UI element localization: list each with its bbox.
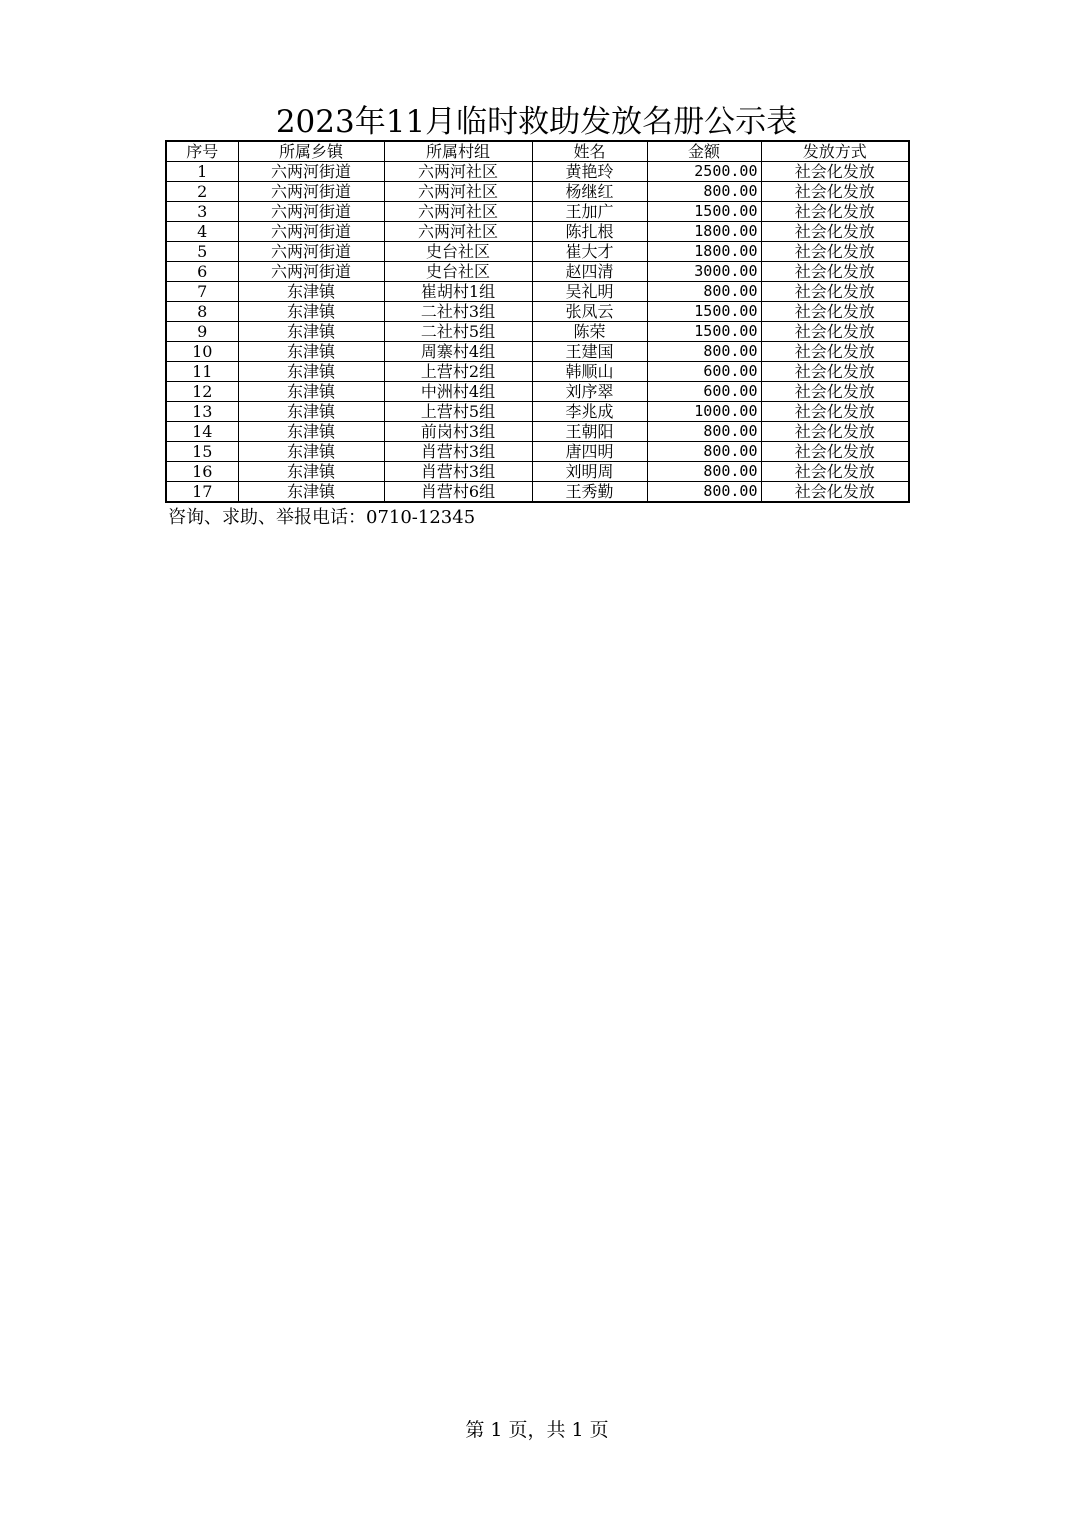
cell-name: 王建国 xyxy=(532,342,647,362)
cell-index: 13 xyxy=(166,402,238,422)
cell-amount: 800.00 xyxy=(647,442,761,462)
cell-payment-method: 社会化发放 xyxy=(761,282,909,302)
cell-amount: 800.00 xyxy=(647,182,761,202)
cell-name: 王秀勤 xyxy=(532,482,647,503)
header-payment-method: 发放方式 xyxy=(761,141,909,162)
cell-index: 4 xyxy=(166,222,238,242)
cell-village-group: 肖营村6组 xyxy=(384,482,532,503)
table-row xyxy=(166,302,909,322)
table-row xyxy=(166,362,909,382)
cell-township: 六两河街道 xyxy=(238,242,384,262)
cell-index: 14 xyxy=(166,422,238,442)
cell-name: 黄艳玲 xyxy=(532,162,647,182)
cell-payment-method: 社会化发放 xyxy=(761,242,909,262)
table-row xyxy=(166,222,909,242)
table-row xyxy=(166,442,909,462)
cell-payment-method: 社会化发放 xyxy=(761,202,909,222)
cell-village-group: 史台社区 xyxy=(384,242,532,262)
table-row xyxy=(166,482,909,503)
header-township: 所属乡镇 xyxy=(238,141,384,162)
cell-payment-method: 社会化发放 xyxy=(761,482,909,503)
page-number-footer: 第 1 页，共 1 页 xyxy=(465,1419,609,1441)
cell-index: 10 xyxy=(166,342,238,362)
cell-payment-method: 社会化发放 xyxy=(761,362,909,382)
table-row xyxy=(166,342,909,362)
cell-name: 刘序翠 xyxy=(532,382,647,402)
cell-township: 六两河街道 xyxy=(238,182,384,202)
cell-amount: 3000.00 xyxy=(647,262,761,282)
cell-township: 东津镇 xyxy=(238,342,384,362)
cell-index: 9 xyxy=(166,322,238,342)
cell-village-group: 上营村2组 xyxy=(384,362,532,382)
cell-payment-method: 社会化发放 xyxy=(761,322,909,342)
cell-township: 六两河街道 xyxy=(238,202,384,222)
cell-amount: 800.00 xyxy=(647,342,761,362)
cell-payment-method: 社会化发放 xyxy=(761,402,909,422)
cell-township: 东津镇 xyxy=(238,382,384,402)
cell-payment-method: 社会化发放 xyxy=(761,382,909,402)
cell-name: 赵四清 xyxy=(532,262,647,282)
cell-name: 陈扎根 xyxy=(532,222,647,242)
cell-payment-method: 社会化发放 xyxy=(761,342,909,362)
cell-village-group: 肖营村3组 xyxy=(384,462,532,482)
cell-payment-method: 社会化发放 xyxy=(761,422,909,442)
cell-township: 东津镇 xyxy=(238,442,384,462)
cell-village-group: 中洲村4组 xyxy=(384,382,532,402)
cell-village-group: 史台社区 xyxy=(384,262,532,282)
cell-township: 东津镇 xyxy=(238,282,384,302)
contact-hotline: 咨询、求助、举报电话：0710-12345 xyxy=(168,507,476,528)
table-row xyxy=(166,382,909,402)
cell-index: 11 xyxy=(166,362,238,382)
header-amount: 金额 xyxy=(647,141,761,162)
cell-amount: 1800.00 xyxy=(647,242,761,262)
cell-name: 唐四明 xyxy=(532,442,647,462)
cell-amount: 1500.00 xyxy=(647,302,761,322)
cell-township: 六两河街道 xyxy=(238,262,384,282)
table-row xyxy=(166,322,909,342)
cell-payment-method: 社会化发放 xyxy=(761,182,909,202)
cell-village-group: 六两河社区 xyxy=(384,162,532,182)
header-village-group: 所属村组 xyxy=(384,141,532,162)
cell-payment-method: 社会化发放 xyxy=(761,262,909,282)
cell-township: 东津镇 xyxy=(238,302,384,322)
cell-township: 东津镇 xyxy=(238,322,384,342)
cell-payment-method: 社会化发放 xyxy=(761,222,909,242)
table-row xyxy=(166,422,909,442)
cell-township: 六两河街道 xyxy=(238,222,384,242)
cell-village-group: 前岗村3组 xyxy=(384,422,532,442)
relief-roster-table xyxy=(165,140,910,503)
cell-amount: 600.00 xyxy=(647,382,761,402)
table-row xyxy=(166,242,909,262)
cell-index: 12 xyxy=(166,382,238,402)
table-row xyxy=(166,202,909,222)
cell-amount: 800.00 xyxy=(647,462,761,482)
cell-township: 东津镇 xyxy=(238,422,384,442)
cell-village-group: 肖营村3组 xyxy=(384,442,532,462)
table-header-row xyxy=(166,141,909,162)
table-row xyxy=(166,162,909,182)
cell-amount: 800.00 xyxy=(647,282,761,302)
cell-index: 16 xyxy=(166,462,238,482)
cell-township: 六两河街道 xyxy=(238,162,384,182)
cell-index: 1 xyxy=(166,162,238,182)
cell-index: 3 xyxy=(166,202,238,222)
cell-amount: 600.00 xyxy=(647,362,761,382)
cell-index: 8 xyxy=(166,302,238,322)
cell-name: 陈荣 xyxy=(532,322,647,342)
cell-payment-method: 社会化发放 xyxy=(761,302,909,322)
cell-index: 2 xyxy=(166,182,238,202)
table-row xyxy=(166,182,909,202)
header-index: 序号 xyxy=(166,141,238,162)
cell-village-group: 六两河社区 xyxy=(384,182,532,202)
cell-village-group: 二社村3组 xyxy=(384,302,532,322)
cell-township: 东津镇 xyxy=(238,482,384,503)
cell-payment-method: 社会化发放 xyxy=(761,462,909,482)
cell-township: 东津镇 xyxy=(238,362,384,382)
cell-name: 杨继红 xyxy=(532,182,647,202)
cell-name: 王朝阳 xyxy=(532,422,647,442)
cell-payment-method: 社会化发放 xyxy=(761,442,909,462)
cell-index: 15 xyxy=(166,442,238,462)
cell-payment-method: 社会化发放 xyxy=(761,162,909,182)
cell-amount: 800.00 xyxy=(647,422,761,442)
cell-village-group: 周寨村4组 xyxy=(384,342,532,362)
cell-amount: 1500.00 xyxy=(647,202,761,222)
page-title: 2023年11月临时救助发放名册公示表 xyxy=(275,104,798,140)
cell-name: 王加广 xyxy=(532,202,647,222)
table-row xyxy=(166,402,909,422)
cell-amount: 1800.00 xyxy=(647,222,761,242)
table-row xyxy=(166,282,909,302)
cell-name: 崔大才 xyxy=(532,242,647,262)
cell-name: 吴礼明 xyxy=(532,282,647,302)
cell-village-group: 六两河社区 xyxy=(384,202,532,222)
cell-name: 韩顺山 xyxy=(532,362,647,382)
cell-village-group: 崔胡村1组 xyxy=(384,282,532,302)
cell-name: 李兆成 xyxy=(532,402,647,422)
cell-amount: 1000.00 xyxy=(647,402,761,422)
table-row xyxy=(166,462,909,482)
cell-name: 张凤云 xyxy=(532,302,647,322)
cell-index: 17 xyxy=(166,482,238,503)
cell-township: 东津镇 xyxy=(238,462,384,482)
cell-index: 5 xyxy=(166,242,238,262)
cell-village-group: 六两河社区 xyxy=(384,222,532,242)
cell-township: 东津镇 xyxy=(238,402,384,422)
cell-village-group: 上营村5组 xyxy=(384,402,532,422)
cell-amount: 1500.00 xyxy=(647,322,761,342)
cell-village-group: 二社村5组 xyxy=(384,322,532,342)
cell-name: 刘明周 xyxy=(532,462,647,482)
table-row xyxy=(166,262,909,282)
cell-amount: 2500.00 xyxy=(647,162,761,182)
cell-index: 6 xyxy=(166,262,238,282)
cell-index: 7 xyxy=(166,282,238,302)
header-name: 姓名 xyxy=(532,141,647,162)
cell-amount: 800.00 xyxy=(647,482,761,503)
